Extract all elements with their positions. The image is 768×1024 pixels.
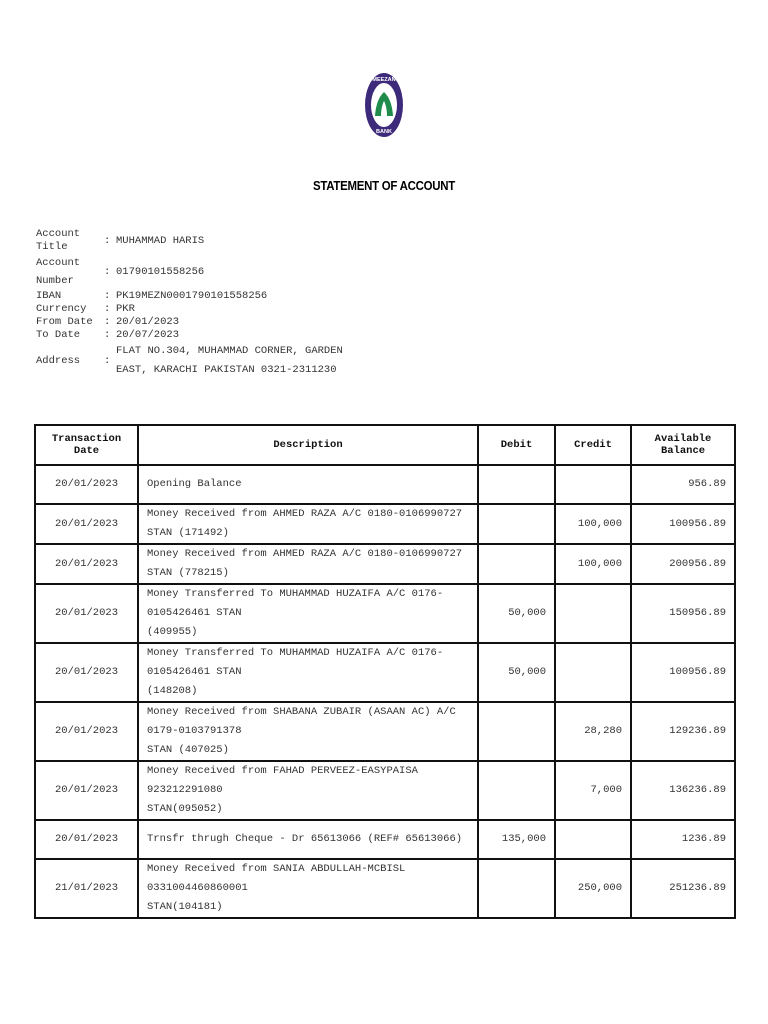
to-date-value: 20/07/2023 bbox=[116, 329, 180, 341]
to-date-row bbox=[36, 329, 343, 342]
table-header-row bbox=[35, 425, 735, 465]
description-line: Opening Balance bbox=[147, 478, 242, 490]
colon: : bbox=[104, 265, 111, 278]
cell-balance: 100956.89 bbox=[631, 643, 735, 702]
cell-date: 20/01/2023 bbox=[35, 643, 138, 702]
iban-value: PK19MEZN0001790101558256 bbox=[116, 290, 268, 302]
account-info bbox=[36, 228, 343, 380]
cell-description bbox=[138, 465, 478, 504]
cell-date: 20/01/2023 bbox=[35, 820, 138, 859]
cell-description bbox=[138, 761, 478, 820]
iban-row bbox=[36, 290, 343, 303]
cell-description bbox=[138, 643, 478, 702]
cell-debit: 50,000 bbox=[478, 584, 555, 643]
cell-debit bbox=[478, 504, 555, 544]
account-number-label-2: Number bbox=[36, 275, 74, 287]
description-line: Money Received from SHABANA ZUBAIR (ASAAN AC) A/C 0179-0103791378 bbox=[147, 706, 456, 737]
cell-credit: 28,280 bbox=[555, 702, 631, 761]
from-date-label: From Date bbox=[36, 316, 93, 328]
currency-row bbox=[36, 303, 343, 316]
description-line: STAN(095052) bbox=[147, 803, 223, 815]
cell-balance: 251236.89 bbox=[631, 859, 735, 918]
from-date-row bbox=[36, 316, 343, 329]
header-credit: Credit bbox=[555, 425, 631, 465]
from-date-value: 20/01/2023 bbox=[116, 316, 180, 328]
header-available-balance: Available Balance bbox=[631, 425, 735, 465]
cell-balance: 200956.89 bbox=[631, 544, 735, 584]
table-row bbox=[35, 643, 735, 702]
cell-credit: 250,000 bbox=[555, 859, 631, 918]
cell-date: 21/01/2023 bbox=[35, 859, 138, 918]
cell-description bbox=[138, 820, 478, 859]
table-row bbox=[35, 820, 735, 859]
cell-balance: 129236.89 bbox=[631, 702, 735, 761]
description-line: Money Transferred To MUHAMMAD HUZAIFA A/C 0176-0105426461 STAN bbox=[147, 588, 444, 619]
cell-debit bbox=[478, 702, 555, 761]
cell-balance: 136236.89 bbox=[631, 761, 735, 820]
cell-balance: 150956.89 bbox=[631, 584, 735, 643]
account-number-label-1: Account bbox=[36, 257, 81, 269]
colon: : bbox=[104, 329, 111, 341]
account-number-row bbox=[36, 254, 343, 290]
table-row bbox=[35, 584, 735, 643]
colon: : bbox=[104, 234, 111, 247]
table-row bbox=[35, 465, 735, 504]
description-line: Money Received from AHMED RAZA A/C 0180-0106990727 STAN (171492) bbox=[147, 508, 463, 539]
description-line: STAN(104181) bbox=[147, 901, 223, 913]
address-label: Address bbox=[36, 354, 81, 367]
to-date-label: To Date bbox=[36, 329, 81, 341]
cell-debit bbox=[478, 465, 555, 504]
account-title-label: Account Title bbox=[36, 228, 81, 253]
cell-credit: 7,000 bbox=[555, 761, 631, 820]
logo-text-bottom: BANK bbox=[376, 129, 392, 135]
header-debit: Debit bbox=[478, 425, 555, 465]
cell-description bbox=[138, 584, 478, 643]
logo-text-top: MEEZAN bbox=[372, 77, 396, 83]
description-line: Money Transferred To MUHAMMAD HUZAIFA A/C 0176-0105426461 STAN bbox=[147, 647, 444, 678]
description-line: Money Received from SANIA ABDULLAH-MCBISL 0331004460860001 bbox=[147, 863, 406, 894]
table-row bbox=[35, 859, 735, 918]
meezan-bank-logo bbox=[364, 72, 404, 138]
cell-date: 20/01/2023 bbox=[35, 504, 138, 544]
cell-debit bbox=[478, 859, 555, 918]
cell-credit bbox=[555, 465, 631, 504]
cell-credit bbox=[555, 584, 631, 643]
address-line-2: EAST, KARACHI PAKISTAN 0321-2311230 bbox=[116, 364, 337, 376]
table-row bbox=[35, 544, 735, 584]
account-title-row bbox=[36, 228, 343, 254]
table-row bbox=[35, 504, 735, 544]
header-transaction-date: Transaction Date bbox=[35, 425, 138, 465]
colon: : bbox=[104, 316, 111, 328]
cell-balance: 956.89 bbox=[631, 465, 735, 504]
cell-description bbox=[138, 544, 478, 584]
description-line: Money Received from FAHAD PERVEEZ-EASYPAISA 923212291080 bbox=[147, 765, 418, 796]
iban-label: IBAN bbox=[36, 290, 62, 302]
cell-date: 20/01/2023 bbox=[35, 702, 138, 761]
currency-value: PKR bbox=[116, 303, 135, 315]
colon: : bbox=[104, 354, 111, 367]
cell-date: 20/01/2023 bbox=[35, 761, 138, 820]
cell-credit: 100,000 bbox=[555, 544, 631, 584]
table-row bbox=[35, 702, 735, 761]
address-line-1: FLAT NO.304, MUHAMMAD CORNER, GARDEN bbox=[116, 345, 343, 357]
cell-debit: 135,000 bbox=[478, 820, 555, 859]
cell-credit: 100,000 bbox=[555, 504, 631, 544]
description-line: Trnsfr thrugh Cheque - Dr 65613066 (REF# 65613066) bbox=[147, 833, 463, 845]
colon: : bbox=[104, 290, 111, 302]
table-row bbox=[35, 761, 735, 820]
cell-debit bbox=[478, 544, 555, 584]
address-value bbox=[116, 342, 343, 380]
statement-title: STATEMENT OF ACCOUNT bbox=[313, 178, 455, 193]
cell-date: 20/01/2023 bbox=[35, 465, 138, 504]
account-number-label bbox=[36, 254, 104, 290]
header-description: Description bbox=[138, 425, 478, 465]
cell-date: 20/01/2023 bbox=[35, 584, 138, 643]
address-row bbox=[36, 342, 343, 380]
cell-credit bbox=[555, 643, 631, 702]
colon: : bbox=[104, 303, 111, 315]
description-line: (409955) bbox=[147, 626, 198, 638]
cell-date: 20/01/2023 bbox=[35, 544, 138, 584]
cell-credit bbox=[555, 820, 631, 859]
transactions-table bbox=[34, 424, 736, 919]
cell-balance: 1236.89 bbox=[631, 820, 735, 859]
cell-debit: 50,000 bbox=[478, 643, 555, 702]
cell-description bbox=[138, 702, 478, 761]
account-number-value: 01790101558256 bbox=[116, 265, 205, 278]
cell-description bbox=[138, 504, 478, 544]
description-line: (148208) bbox=[147, 685, 198, 697]
cell-debit bbox=[478, 761, 555, 820]
currency-label: Currency bbox=[36, 303, 87, 315]
account-title-value: MUHAMMAD HARIS bbox=[116, 234, 205, 247]
cell-description bbox=[138, 859, 478, 918]
cell-balance: 100956.89 bbox=[631, 504, 735, 544]
description-line: STAN (407025) bbox=[147, 744, 229, 756]
description-line: Money Received from AHMED RAZA A/C 0180-0106990727 STAN (778215) bbox=[147, 548, 463, 579]
